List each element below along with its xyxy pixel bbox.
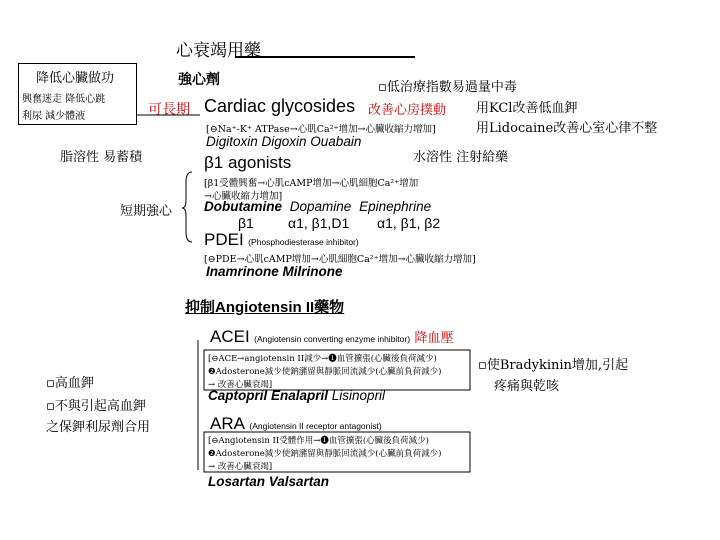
ara-title: ARA: [210, 414, 245, 433]
glycoside-drug-list: Digitoxin Digoxin Ouabain: [206, 134, 362, 149]
potassium-sparing-text: 不與引起高血鉀: [54, 399, 146, 414]
bradykinin-note-line2: 疼痛與乾咳: [494, 379, 560, 394]
water-soluble-note: 水溶性 注射給藥: [413, 150, 509, 165]
acei-drugs-rest: Lisinopril: [328, 388, 386, 403]
dopamine-receptor: α1, β1,D1: [288, 215, 350, 231]
cardiac-glycosides-title: Cardiac glycosides: [204, 96, 356, 116]
dopamine-drug: Dopamine: [289, 199, 352, 214]
ara-mechanism-line1: [⊖Angiotensin II受體作用→❶血管擴張(心臟後負荷減少): [208, 436, 429, 446]
pdei-title: PDEI: [204, 230, 244, 249]
ara-drug-list: Losartan Valsartan: [208, 474, 330, 489]
dobutamine-drug: Dobutamine: [204, 199, 283, 214]
bradykinin-note: [478, 354, 628, 373]
angiotensin-inhibitor-heading: 抑制Angiotensin II藥物: [185, 299, 345, 316]
atrial-flutter-effect: 改善心房撲動: [368, 103, 447, 118]
potassium-sparing-note: [46, 395, 146, 414]
pdei-full-name: (Phosphodiesterase inhibitor): [248, 237, 359, 247]
acei-mechanism-line1: [⊖ACE→angiotensin II減少→❶血管擴張(心臟後負荷減少): [208, 354, 437, 364]
acei-drug-list: [208, 388, 385, 403]
page-title: 心衰竭用藥: [176, 41, 261, 61]
short-term-bracket: [182, 172, 192, 242]
ara-title-row: [210, 414, 382, 434]
vagal-heart-rate-text: 興奮迷走 降低心跳: [22, 94, 106, 105]
ara-full-name: (Angiotensin II receptor antagonist): [249, 421, 382, 431]
bullet-icon: ▫: [478, 358, 487, 373]
acei-title: ACEI: [210, 327, 250, 346]
pdei-drug-list: Inamrinone Milrinone: [206, 264, 343, 279]
potassium-sparing-note-line2: 之保鉀利尿劑合用: [46, 420, 151, 435]
acei-mechanism-line2: ❷Adosterone減少使鈉瀦留與靜脈回流減少(心臟前負荷減少): [208, 367, 442, 377]
ara-mechanism-line2: ❷Adosterone減少使鈉瀦留與靜脈回流減少(心臟前負荷減少): [208, 449, 442, 459]
epinephrine-receptor: α1, β1, β2: [377, 215, 441, 231]
beta1-drug-list: [204, 199, 431, 214]
short-term-label: 短期強心: [120, 204, 173, 219]
long-term-label: 可長期: [148, 102, 190, 118]
beta1-mechanism-line1: [β1受體興奮→心肌cAMP增加→心肌細胞Ca²⁺增加: [204, 178, 419, 189]
low-therapeutic-index-note: [378, 76, 517, 95]
pdei-mechanism: [⊖PDE→心肌cAMP增加→心肌細胞Ca²⁺增加→心臟收縮力增加]: [204, 254, 476, 265]
beta1-mechanism-line2: →心臟收縮力增加]: [204, 191, 283, 202]
acei-full-name: (Angiotensin converting enzyme inhibitor): [254, 334, 411, 344]
pdei-title-row: [204, 230, 359, 250]
kcl-note: 用KCl改善低血鉀: [476, 101, 578, 116]
lidocaine-note: 用Lidocaine改善心室心律不整: [476, 121, 658, 136]
bullet-icon: ▫: [46, 376, 55, 391]
acei-mechanism-line3: → 改善心臟衰竭]: [208, 380, 273, 390]
reduce-cardiac-work-box: [18, 63, 137, 125]
beta1-agonists-title: β1 agonists: [204, 153, 292, 172]
epinephrine-drug: Epinephrine: [359, 199, 432, 214]
dobutamine-receptor: β1: [238, 215, 254, 231]
ara-mechanism-line3: → 改善心臟衰竭]: [208, 462, 273, 472]
acei-effect: 降血壓: [414, 331, 454, 346]
acei-drugs-bold: Captopril Enalapril: [208, 388, 329, 403]
diuretic-text: 利尿 減少體液: [22, 111, 86, 122]
hyperkalemia-note: [46, 372, 94, 391]
inotrope-heading: 強心劑: [178, 72, 220, 88]
acei-title-row: [210, 327, 454, 347]
glycoside-mechanism: [⊖Na⁺-K⁺ ATPase→心肌Ca²⁺增加→心臟收縮力增加]: [206, 124, 436, 135]
bullet-icon: ▫: [46, 399, 55, 414]
fat-soluble-note: 脂溶性 易蓄積: [60, 150, 143, 165]
bradykinin-note-line1: 使Bradykinin增加,引起: [486, 358, 629, 373]
bullet-icon: ▫: [378, 80, 387, 95]
hyperkalemia-text: 高血鉀: [54, 376, 94, 391]
reduce-cardiac-work-heading: 降低心臟做功: [36, 71, 115, 86]
low-therapeutic-index-text: 低治療指數易過量中毒: [386, 80, 517, 95]
